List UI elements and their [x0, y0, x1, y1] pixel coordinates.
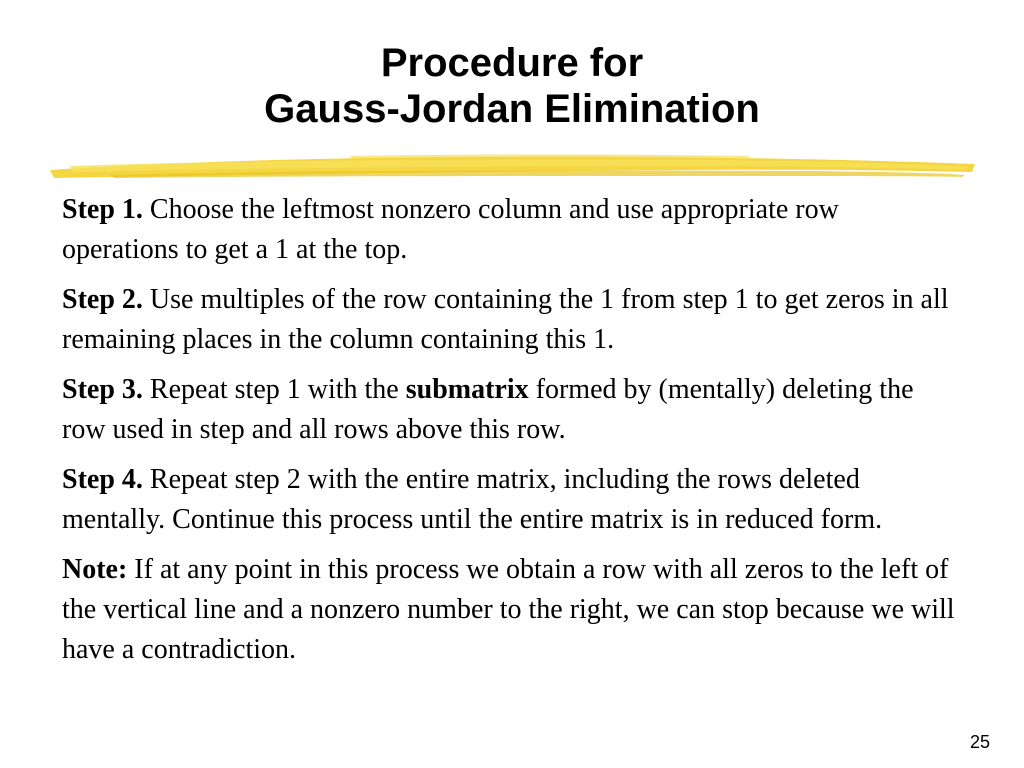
- step-4-text: Repeat step 2 with the entire matrix, including the rows deleted mentally. Continue this process until the entire matrix is in reduced form.: [62, 464, 883, 535]
- step-1: [62, 190, 962, 270]
- step-2: [62, 280, 962, 360]
- note-text: If at any point in this process we obtain a row with all zeros to the left of the vertical line and a nonzero number to the right, we can stop because we will have a contradiction.: [62, 554, 955, 665]
- step-3-emphasis: submatrix: [405, 374, 529, 405]
- title-line-1: Procedure for: [380, 41, 644, 85]
- step-4-label: Step 4.: [62, 464, 143, 495]
- yellow-brush-stroke-divider: [50, 148, 975, 184]
- page-number: 25: [969, 732, 990, 752]
- step-3-label: Step 3.: [62, 374, 143, 405]
- step-3: [62, 370, 962, 450]
- step-2-text: Use multiples of the row containing the 1 from step 1 to get zeros in all remaining places in the column containing this 1.: [62, 284, 949, 355]
- step-3-text-after: formed by (mentally) deleting the row used in step and all rows above this row.: [62, 374, 914, 445]
- slide-title: [0, 40, 1024, 132]
- step-4: [62, 460, 962, 540]
- step-1-label: Step 1.: [62, 194, 143, 225]
- step-1-text: Choose the leftmost nonzero column and use appropriate row operations to get a 1 at the top.: [62, 194, 839, 265]
- title-line-2: Gauss-Jordan Elimination: [264, 87, 760, 131]
- step-3-text-before: Repeat step 1 with the: [142, 374, 406, 405]
- note-label: Note:: [62, 554, 128, 585]
- note: [62, 550, 962, 670]
- slide-content: [62, 190, 962, 680]
- step-2-label: Step 2.: [62, 284, 143, 315]
